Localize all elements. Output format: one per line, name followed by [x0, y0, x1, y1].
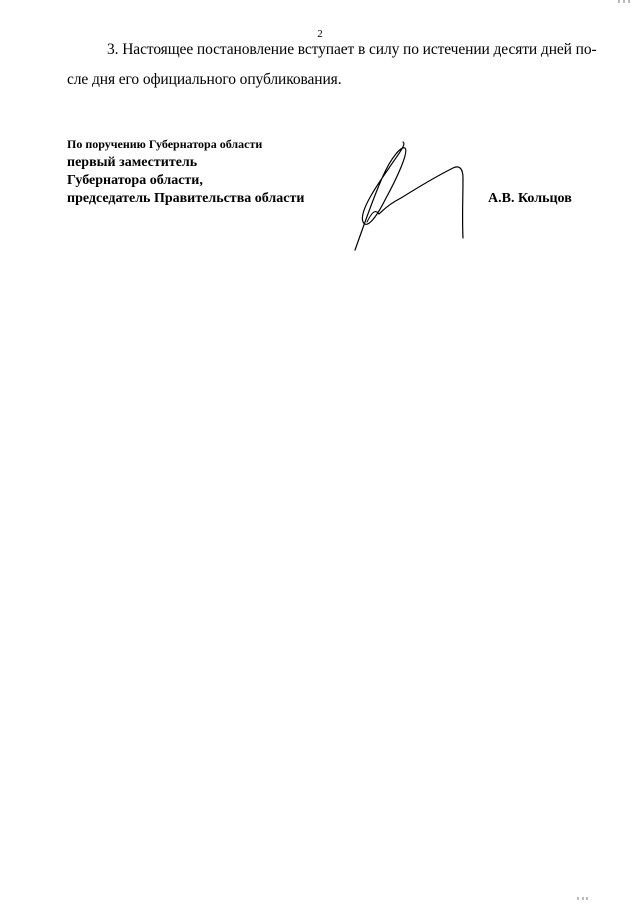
page-number: 2 [317, 28, 323, 40]
signer-name: А.В. Кольцов [488, 191, 572, 206]
signer-title-line: Губернатора области, [67, 173, 203, 188]
handwritten-signature [345, 138, 470, 258]
scan-artifact [618, 0, 632, 4]
scan-artifact [576, 897, 590, 901]
signer-title-line: первый заместитель [67, 155, 198, 170]
paragraph-line: сле дня его официального опубликования. [67, 71, 342, 88]
signer-title-line: председатель Правительства области [67, 191, 305, 206]
authority-note: По поручению Губернатора области [67, 137, 263, 151]
paragraph-line: 3. Настоящее постановление вступает в силу по истечении десяти дней по- [107, 41, 597, 58]
